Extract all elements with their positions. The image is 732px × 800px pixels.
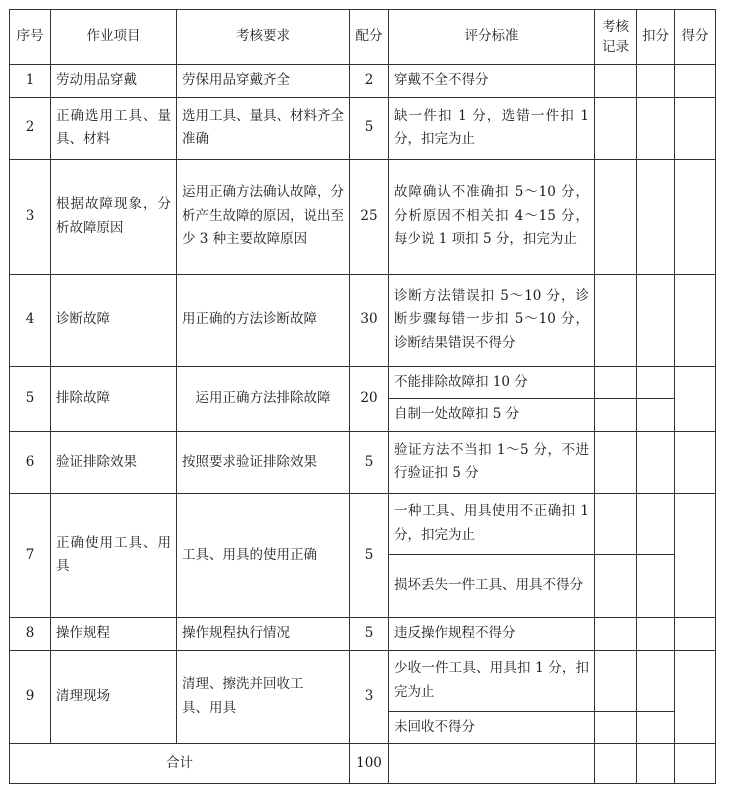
cell-requirement: 清理、擦洗并回收工具、用具 xyxy=(177,650,350,744)
cell-item: 清理现场 xyxy=(51,650,177,744)
cell-standard: 验证方法不当扣 1～5 分，不进行验证扣 5 分 xyxy=(389,431,595,493)
cell-record[interactable] xyxy=(595,274,637,366)
cell-standard: 未回收不得分 xyxy=(389,711,595,744)
cell-score: 25 xyxy=(350,159,389,274)
cell-requirement: 劳保用品穿戴齐全 xyxy=(177,65,350,98)
cell-requirement: 工具、用具的使用正确 xyxy=(177,493,350,617)
table-row xyxy=(10,617,716,650)
cell-seq: 2 xyxy=(10,97,51,159)
cell-record[interactable] xyxy=(595,554,637,617)
cell-score: 3 xyxy=(350,650,389,744)
cell-standard: 少收一件工具、用具扣 1 分，扣完为止 xyxy=(389,650,595,711)
cell-item: 劳动用品穿戴 xyxy=(51,65,177,98)
cell-standard: 穿戴不全不得分 xyxy=(389,65,595,98)
cell-requirement: 运用正确方法排除故障 xyxy=(177,366,350,431)
cell-get[interactable] xyxy=(675,159,716,274)
table-row xyxy=(10,65,716,98)
total-row xyxy=(10,744,716,784)
cell-record[interactable] xyxy=(595,617,637,650)
cell-record[interactable] xyxy=(595,65,637,98)
header-record-line1: 考核 xyxy=(602,18,629,35)
cell-item: 根据故障现象，分析故障原因 xyxy=(51,159,177,274)
cell-deduct[interactable] xyxy=(637,65,675,98)
cell-seq: 5 xyxy=(10,366,51,431)
total-deduct[interactable] xyxy=(637,744,675,784)
cell-get[interactable] xyxy=(675,97,716,159)
assessment-table xyxy=(9,9,716,784)
cell-record[interactable] xyxy=(595,431,637,493)
cell-deduct[interactable] xyxy=(637,650,675,711)
header-score: 配分 xyxy=(350,10,389,65)
cell-requirement: 运用正确方法确认故障，分析产生故障的原因，说出至少 3 种主要故障原因 xyxy=(177,159,350,274)
cell-item: 诊断故障 xyxy=(51,274,177,366)
cell-record[interactable] xyxy=(595,711,637,744)
total-label: 合计 xyxy=(10,744,350,784)
header-item: 作业项目 xyxy=(51,10,177,65)
cell-seq: 6 xyxy=(10,431,51,493)
total-get[interactable] xyxy=(675,744,716,784)
table-row xyxy=(10,274,716,366)
cell-requirement: 用正确的方法诊断故障 xyxy=(177,274,350,366)
cell-get[interactable] xyxy=(675,366,716,431)
cell-score: 30 xyxy=(350,274,389,366)
header-seq: 序号 xyxy=(10,10,51,65)
cell-requirement: 按照要求验证排除效果 xyxy=(177,431,350,493)
cell-record[interactable] xyxy=(595,97,637,159)
cell-standard: 损坏丢失一件工具、用具不得分 xyxy=(389,554,595,617)
cell-record[interactable] xyxy=(595,159,637,274)
cell-seq: 4 xyxy=(10,274,51,366)
table-row xyxy=(10,97,716,159)
cell-item: 正确选用工具、量具、材料 xyxy=(51,97,177,159)
header-standard: 评分标准 xyxy=(389,10,595,65)
cell-get[interactable] xyxy=(675,65,716,98)
cell-record[interactable] xyxy=(595,399,637,432)
cell-score: 5 xyxy=(350,97,389,159)
cell-standard: 不能排除故障扣 10 分 xyxy=(389,366,595,399)
cell-record[interactable] xyxy=(595,650,637,711)
header-deduct: 扣分 xyxy=(637,10,675,65)
cell-score: 5 xyxy=(350,617,389,650)
cell-seq: 9 xyxy=(10,650,51,744)
cell-standard: 违反操作规程不得分 xyxy=(389,617,595,650)
cell-get[interactable] xyxy=(675,431,716,493)
cell-deduct[interactable] xyxy=(637,617,675,650)
cell-deduct[interactable] xyxy=(637,97,675,159)
table-row xyxy=(10,366,716,399)
header-record-line2: 记录 xyxy=(602,39,629,55)
header-requirement: 考核要求 xyxy=(177,10,350,65)
header-get: 得分 xyxy=(675,10,716,65)
cell-score: 5 xyxy=(350,493,389,617)
cell-record[interactable] xyxy=(595,493,637,554)
cell-deduct[interactable] xyxy=(637,711,675,744)
cell-score: 20 xyxy=(350,366,389,431)
cell-deduct[interactable] xyxy=(637,366,675,399)
cell-score: 2 xyxy=(350,65,389,98)
cell-deduct[interactable] xyxy=(637,274,675,366)
total-score: 100 xyxy=(350,744,389,784)
cell-standard: 缺一件扣 1 分，选错一件扣 1 分，扣完为止 xyxy=(389,97,595,159)
cell-requirement: 选用工具、量具、材料齐全准确 xyxy=(177,97,350,159)
cell-standard: 故障确认不准确扣 5～10 分，分析原因不相关扣 4～15 分，每少说 1 项扣 5 分，扣完为止 xyxy=(389,159,595,274)
cell-deduct[interactable] xyxy=(637,554,675,617)
table-row xyxy=(10,431,716,493)
cell-get[interactable] xyxy=(675,493,716,617)
total-record[interactable] xyxy=(595,744,637,784)
table-row xyxy=(10,159,716,274)
cell-get[interactable] xyxy=(675,274,716,366)
cell-seq: 1 xyxy=(10,65,51,98)
cell-seq: 8 xyxy=(10,617,51,650)
cell-deduct[interactable] xyxy=(637,399,675,432)
cell-seq: 3 xyxy=(10,159,51,274)
cell-item: 正确使用工具、用具 xyxy=(51,493,177,617)
table-row xyxy=(10,650,716,711)
cell-standard: 自制一处故障扣 5 分 xyxy=(389,399,595,432)
header-row xyxy=(10,10,716,65)
table-row xyxy=(10,493,716,554)
cell-score: 5 xyxy=(350,431,389,493)
cell-record[interactable] xyxy=(595,366,637,399)
cell-deduct[interactable] xyxy=(637,159,675,274)
cell-requirement: 操作规程执行情况 xyxy=(177,617,350,650)
cell-deduct[interactable] xyxy=(637,493,675,554)
cell-get[interactable] xyxy=(675,650,716,744)
total-standard xyxy=(389,744,595,784)
cell-seq: 7 xyxy=(10,493,51,617)
cell-item: 操作规程 xyxy=(51,617,177,650)
cell-standard: 诊断方法错误扣 5～10 分，诊断步骤每错一步扣 5～10 分，诊断结果错误不得分 xyxy=(389,274,595,366)
cell-get[interactable] xyxy=(675,617,716,650)
cell-deduct[interactable] xyxy=(637,431,675,493)
cell-item: 验证排除效果 xyxy=(51,431,177,493)
cell-item: 排除故障 xyxy=(51,366,177,431)
cell-standard: 一种工具、用具使用不正确扣 1 分，扣完为止 xyxy=(389,493,595,554)
header-record xyxy=(595,10,637,65)
